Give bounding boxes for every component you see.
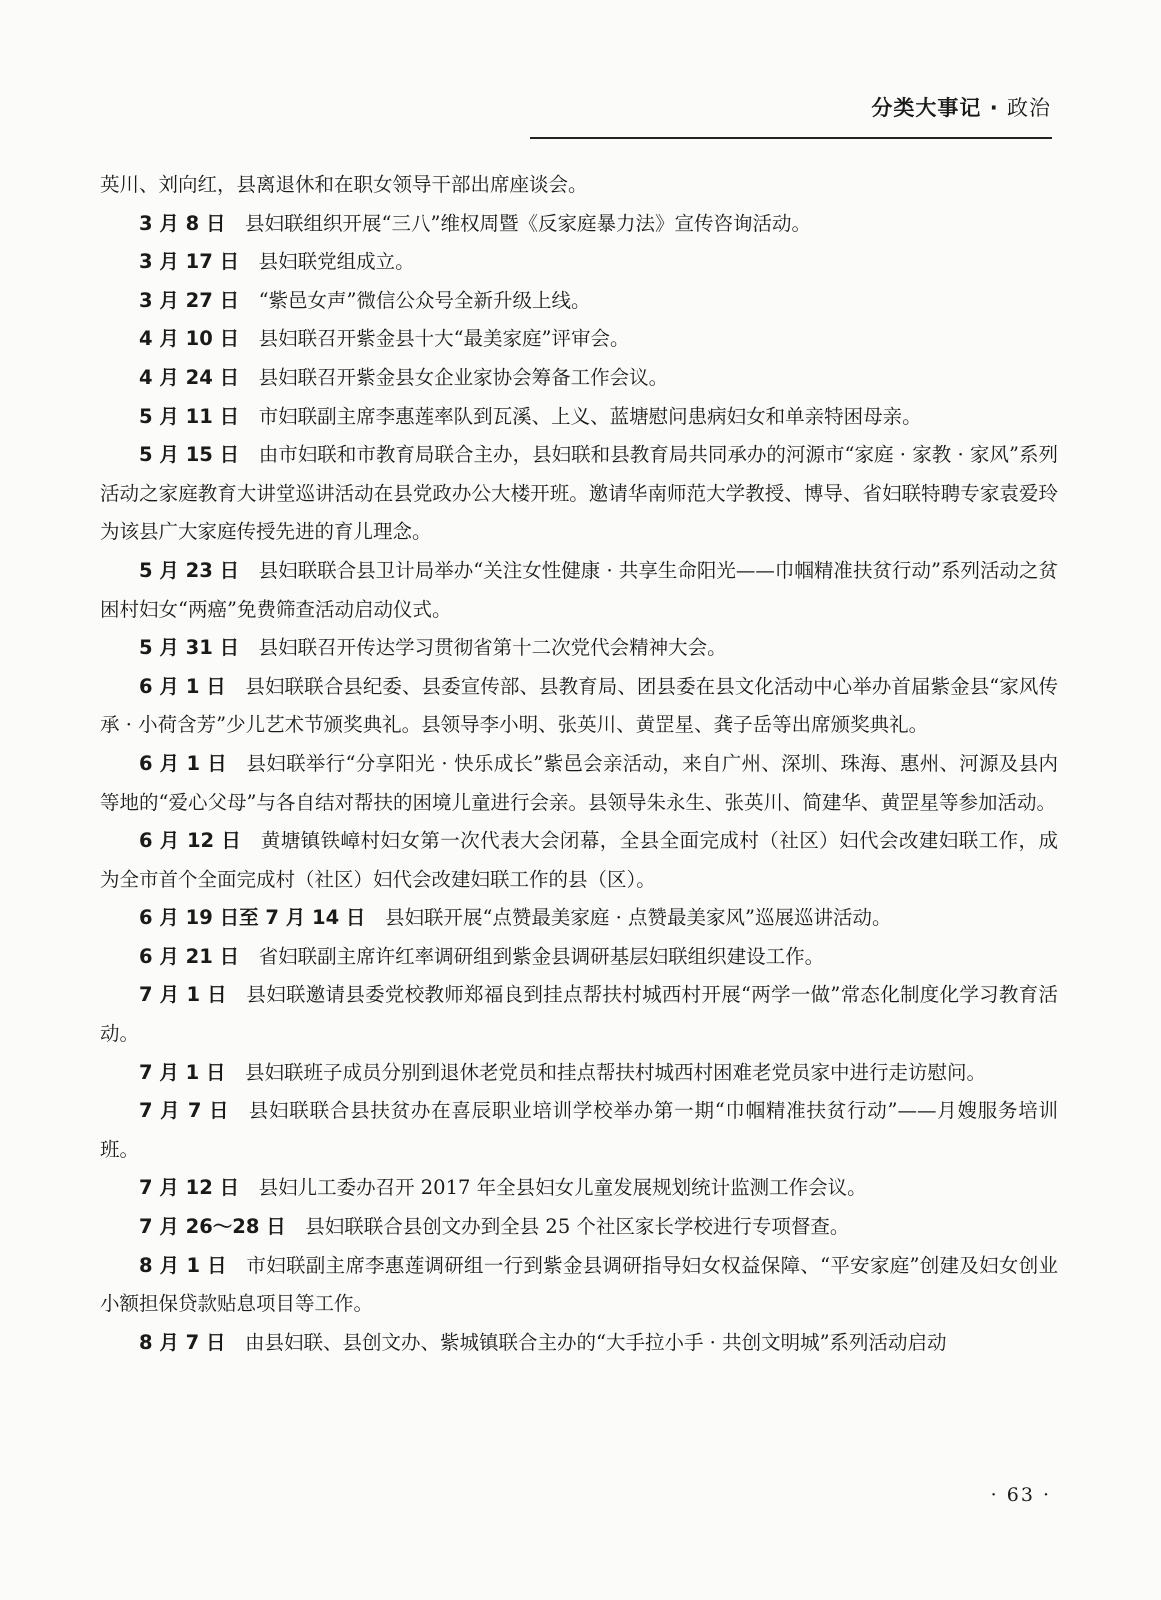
entry-date: 7 月 7 日 [139, 1099, 230, 1123]
entry-date: 7 月 12 日 [139, 1176, 240, 1200]
entry-text: 省妇联副主席许红率调研组到紫金县调研基层妇联组织建设工作。 [258, 944, 825, 968]
entry-date: 6 月 1 日 [139, 751, 227, 775]
page-body [100, 166, 1058, 1362]
list-item [100, 938, 1058, 977]
list-item [100, 822, 1058, 899]
list-item [100, 899, 1058, 938]
list-item [100, 1324, 1058, 1363]
entry-date: 6 月 12 日 [139, 829, 242, 853]
entry-text: 县妇联班子成员分别到退休老党员和挂点帮扶村城西村困难老党员家中进行走访慰问。 [245, 1060, 987, 1084]
list-item [100, 1208, 1058, 1247]
entry-date: 3 月 8 日 [139, 211, 226, 235]
list-item [100, 1092, 1058, 1169]
entry-text: 县妇联联合县卫计局举办“关注女性健康 · 共享生命阳光——巾帼精准扶贫行动”系列活动之贫困村妇女“两癌”免费筛查活动启动仪式。 [100, 558, 1058, 621]
entry-text: 县妇联联合县纪委、县委宣传部、县教育局、团县委在县文化活动中心举办首届紫金县“家风传承 · 小荷含芳”少儿艺术节颁奖典礼。县领导李小明、张英川、黄罡星、龚子岳等出席颁奖典礼。 [100, 674, 1058, 737]
entry-text: 县妇联开展“点赞最美家庭 · 点赞最美家风”巡展巡讲活动。 [384, 906, 892, 930]
entry-text: 县妇联邀请县委党校教师郑福良到挂点帮扶村城西村开展“两学一做”常态化制度化学习教育活动。 [100, 983, 1058, 1046]
page-number: · 63 · [990, 1484, 1051, 1506]
entry-date: 6 月 19 日至 7 月 14 日 [139, 906, 366, 930]
continuation-paragraph: 英川、刘向红，县离退休和在职女领导干部出席座谈会。 [100, 173, 588, 196]
header-section: 政治 [1007, 96, 1051, 120]
list-item [100, 668, 1058, 745]
entry-text: “紫邑女声”微信公众号全新升级上线。 [258, 288, 591, 312]
entry-date: 8 月 7 日 [139, 1330, 226, 1354]
entry-text: 由县妇联、县创文办、紫城镇联合主办的“大手拉小手 · 共创文明城”系列活动启动 [245, 1330, 947, 1354]
header-category: 分类大事记 [871, 96, 982, 120]
entry-date: 7 月 1 日 [139, 1060, 226, 1084]
entry-date: 7 月 1 日 [139, 983, 227, 1007]
entry-date: 5 月 15 日 [139, 443, 240, 467]
entry-text: 县妇联召开紫金县十大“最美家庭”评审会。 [258, 327, 630, 351]
list-item [100, 359, 1058, 398]
entry-date: 8 月 1 日 [139, 1253, 227, 1277]
entry-text: 县妇联举行“分享阳光 · 快乐成长”紫邑会亲活动，来自广州、深圳、珠海、惠州、河源及县内等地的“爱心父母”与各自结对帮扶的困境儿童进行会亲。县领导朱永生、张英川、简建华、黄罡星等参加活动。 [100, 751, 1058, 814]
list-item [100, 629, 1058, 668]
entry-text: 县妇联联合县创文办到全县 25 个社区家长学校进行专项督查。 [305, 1215, 850, 1239]
list-item [100, 320, 1058, 359]
entry-text: 黄塘镇铁嶂村妇女第一次代表大会闭幕，全县全面完成村（社区）妇代会改建妇联工作，成为全市首个全面完成村（社区）妇代会改建妇联工作的县（区）。 [100, 829, 1058, 891]
running-header [871, 92, 1051, 122]
entry-date: 3 月 17 日 [139, 250, 240, 274]
list-item [100, 282, 1058, 321]
entry-text: 县妇联党组成立。 [258, 250, 415, 274]
header-separator: · [989, 96, 999, 120]
entry-text: 县妇联联合县扶贫办在喜辰职业培训学校举办第一期“巾帼精准扶贫行动”——月嫂服务培训班。 [100, 1099, 1058, 1161]
entry-date: 5 月 11 日 [139, 404, 240, 428]
list-item [100, 552, 1058, 629]
list-item [100, 398, 1058, 437]
header-rule [530, 137, 1052, 139]
list-item [100, 976, 1058, 1053]
entry-text: 县妇儿工委办召开 2017 年全县妇女儿童发展规划统计监测工作会议。 [258, 1176, 867, 1200]
entry-text: 县妇联召开传达学习贯彻省第十二次党代会精神大会。 [258, 636, 727, 660]
entry-date: 6 月 21 日 [139, 944, 240, 968]
entry-date: 6 月 1 日 [139, 674, 226, 698]
list-item [100, 1247, 1058, 1324]
entry-text: 县妇联组织开展“三八”维权周暨《反家庭暴力法》宣传咨询活动。 [245, 211, 811, 235]
entry-text: 由市妇联和市教育局联合主办，县妇联和县教育局共同承办的河源市“家庭 · 家教 · 家风”系列活动之家庭教育大讲堂巡讲活动在县党政办公大楼开班。邀请华南师范大学教授、博导、省妇联特聘专家袁爱玲为该县广大家庭传授先进的育儿理念。 [100, 443, 1058, 544]
entry-date: 4 月 10 日 [139, 327, 240, 351]
list-item [100, 1054, 1058, 1093]
list-item [100, 1169, 1058, 1208]
list-item [100, 436, 1058, 552]
entry-text: 市妇联副主席李惠莲调研组一行到紫金县调研指导妇女权益保障、“平安家庭”创建及妇女创业小额担保贷款贴息项目等工作。 [100, 1253, 1058, 1316]
entry-date: 7 月 26～28 日 [139, 1215, 286, 1239]
list-item [100, 205, 1058, 244]
entry-date: 4 月 24 日 [139, 365, 240, 389]
list-item [100, 745, 1058, 822]
list-item [100, 243, 1058, 282]
entry-date: 3 月 27 日 [139, 288, 240, 312]
entry-date: 5 月 23 日 [139, 558, 240, 582]
entry-text: 市妇联副主席李惠莲率队到瓦溪、上义、蓝塘慰问患病妇女和单亲特困母亲。 [258, 404, 922, 428]
entry-date: 5 月 31 日 [139, 636, 240, 660]
entry-text: 县妇联召开紫金县女企业家协会筹备工作会议。 [258, 365, 669, 389]
